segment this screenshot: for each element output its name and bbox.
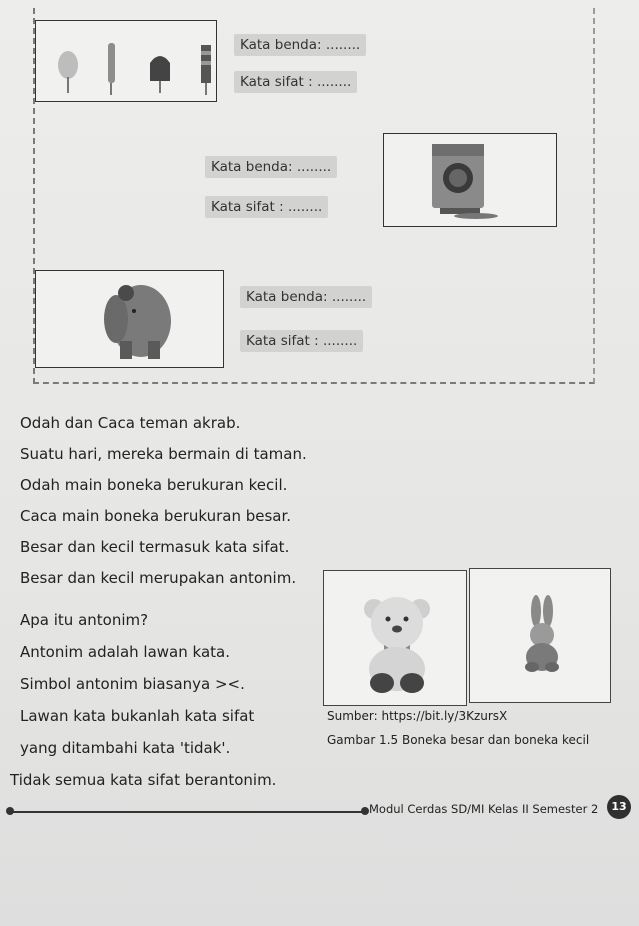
exercise-3-adjective-label: Kata sifat : ........ bbox=[240, 330, 363, 352]
big-teddy-bear-photo bbox=[323, 570, 467, 706]
figure-caption: Gambar 1.5 Boneka besar dan boneka kecil bbox=[327, 733, 590, 747]
footer-dot-left bbox=[6, 807, 14, 815]
body-line: Antonim adalah lawan kata. bbox=[20, 643, 230, 661]
ice-cream-image bbox=[35, 20, 217, 102]
exercise-2-noun-label: Kata benda: ........ bbox=[205, 156, 337, 178]
body-line: Simbol antonim biasanya ><. bbox=[20, 675, 245, 693]
small-bunny-doll-picture bbox=[470, 569, 610, 702]
footer-dot-right bbox=[361, 807, 369, 815]
body-line: Apa itu antonim? bbox=[20, 611, 149, 629]
big-teddy-bear-picture bbox=[324, 571, 466, 705]
page-number-badge: 13 bbox=[607, 795, 631, 819]
body-line: Suatu hari, mereka bermain di taman. bbox=[20, 445, 307, 463]
footer-book-title: Modul Cerdas SD/MI Kelas II Semester 2 bbox=[369, 802, 599, 816]
exercise-1-adjective-label: Kata sifat : ........ bbox=[234, 71, 357, 93]
exercise-2-adjective-label: Kata sifat : ........ bbox=[205, 196, 328, 218]
body-line: Tidak semua kata sifat berantonim. bbox=[10, 771, 277, 789]
body-line: Odah dan Caca teman akrab. bbox=[20, 414, 241, 432]
body-line: Besar dan kecil termasuk kata sifat. bbox=[20, 538, 290, 556]
elephant-toy-picture bbox=[36, 271, 223, 367]
footer-rule bbox=[10, 811, 365, 813]
elephant-image bbox=[35, 270, 224, 368]
washing-machine-image bbox=[383, 133, 557, 227]
body-line: Lawan kata bukanlah kata sifat bbox=[20, 707, 255, 725]
ice-cream-popsicles-picture bbox=[36, 21, 216, 101]
figure-source: Sumber: https://bit.ly/3KzursX bbox=[327, 709, 508, 723]
body-line: Odah main boneka berukuran kecil. bbox=[20, 476, 288, 494]
body-line: yang ditambahi kata 'tidak'. bbox=[20, 739, 231, 757]
washing-machine-picture bbox=[384, 134, 556, 226]
exercise-1-noun-label: Kata benda: ........ bbox=[234, 34, 366, 56]
body-line: Besar dan kecil merupakan antonim. bbox=[20, 569, 297, 587]
exercise-3-noun-label: Kata benda: ........ bbox=[240, 286, 372, 308]
small-bunny-doll-photo bbox=[469, 568, 611, 703]
body-line: Caca main boneka berukuran besar. bbox=[20, 507, 292, 525]
